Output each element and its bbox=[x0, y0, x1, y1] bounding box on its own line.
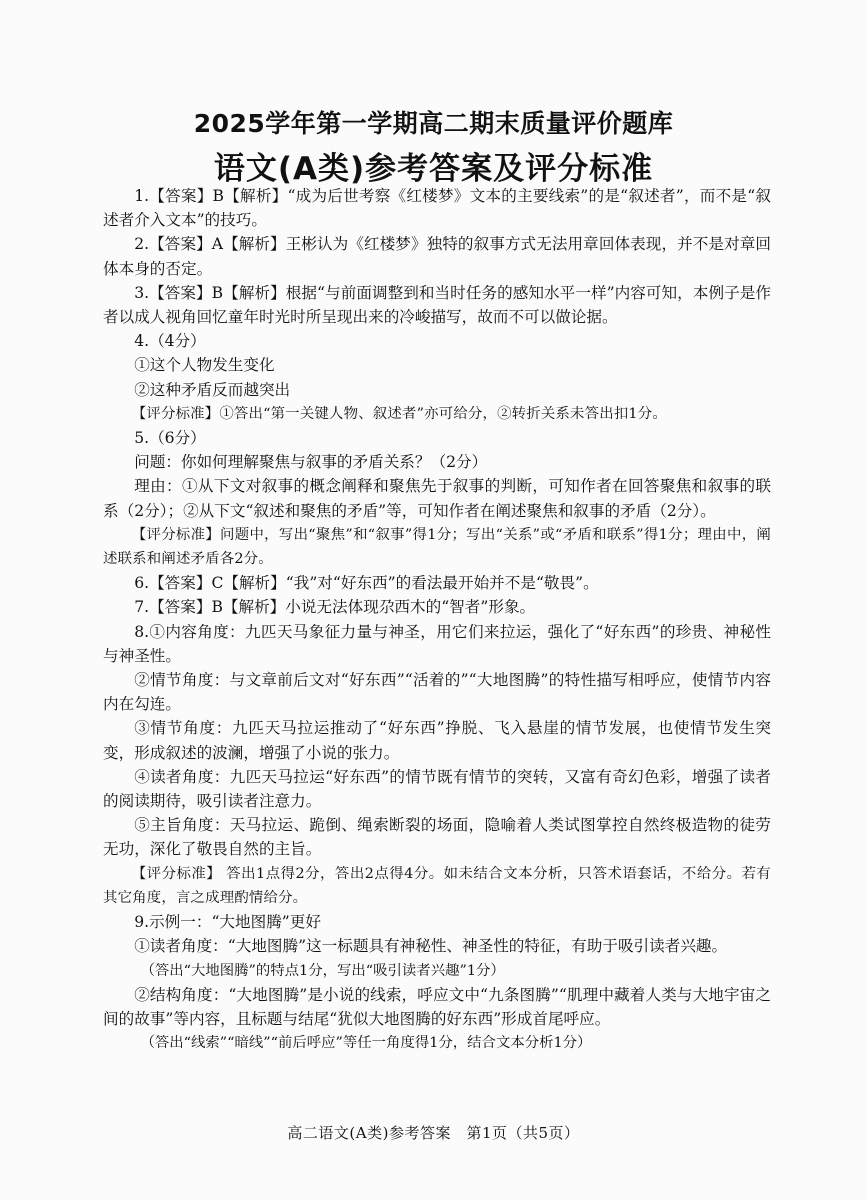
answer-q5-question: 问题：你如何理解聚焦与叙事的矛盾关系？（2分） bbox=[134, 453, 488, 472]
answer-body bbox=[103, 184, 771, 1055]
answer-q8-point2: ②情节角度：与文章前后文对“好东西”“活着的”“大地图腾”的特性描写相呼应，使情节内容内在勾连。 bbox=[103, 671, 771, 714]
answer-q4-point2: ②这种矛盾反而越突出 bbox=[134, 380, 291, 399]
page-footer: 高二语文(A类)参考答案 第1页（共5页） bbox=[287, 1124, 580, 1142]
answer-q8-point3: ③情节角度：九匹天马拉运推动了“好东西”挣脱、飞入悬崖的情节发展，也使情节发生突变，形成叙述的波澜，增强了小说的张力。 bbox=[103, 719, 771, 762]
q8-scoring-standard: 【评分标准】 答出1点得2分，答出2点得4分。如未结合文本分析，只答术语套话，不给分。若有其它角度，言之成理酌情给分。 bbox=[103, 865, 771, 906]
answer-q5-score: 5.（6分） bbox=[134, 429, 206, 448]
q4-scoring-standard: 【评分标准】①答出“第一关键人物、叙述者”亦可给分，②转折关系未答出扣1分。 bbox=[131, 405, 667, 422]
q9-point1-scoring-note: （答出“大地图腾”的特点1分，写出“吸引读者兴趣”1分） bbox=[140, 962, 505, 979]
answer-q7: 7.【答案】B【解析】小说无法体现尕西木的“智者”形象。 bbox=[134, 598, 536, 617]
answer-q9-example: 9.示例一：“大地图腾”更好 bbox=[134, 913, 321, 932]
answer-q3: 3.【答案】B【解析】根据“与前面调整到和当时任务的感知水平一样”内容可知，本例子是作者以成人视角回忆童年时光时所呈现出来的冷峻描写，故而不可以做论据。 bbox=[103, 283, 771, 327]
answer-q9-point1: ①读者角度：“大地图腾”这一标题具有神秘性、神圣性的特征，有助于吸引读者兴趣。 bbox=[134, 937, 728, 956]
answer-key-title: 语文(A类)参考答案及评分标准 bbox=[213, 151, 654, 187]
q5-scoring-standard: 【评分标准】问题中，写出“聚焦”和“叙事”得1分；写出“关系”或“矛盾和联系”得1分；理由中，阐述联系和阐述矛盾各2分。 bbox=[103, 526, 771, 568]
answer-q9-point2: ②结构角度：“大地图腾”是小说的线索，呼应文中“九条图腾”“肌理中藏着人类与大地宇宙之间的故事”等内容，且标题与结尾“犹似大地图腾的好东西”形成首尾呼应。 bbox=[103, 985, 771, 1028]
answer-q8-point1: 8.①内容角度：九匹天马象征力量与神圣，用它们来拉运，强化了“好东西”的珍贵、神秘性与神圣性。 bbox=[103, 622, 771, 665]
answer-q8-point5: ⑤主旨角度：天马拉运、跪倒、绳索断裂的场面，隐喻着人类试图掌控自然终极造物的徒劳无功，深化了敬畏自然的主旨。 bbox=[103, 816, 771, 859]
exam-bank-title: 2025学年第一学期高二期末质量评价题库 bbox=[193, 109, 674, 138]
answer-q8-point4: ④读者角度：九匹天马拉运“好东西”的情节既有情节的突转，又富有奇幻色彩，增强了读者的阅读期待，吸引读者注意力。 bbox=[103, 767, 771, 811]
answer-q4-score: 4.（4分） bbox=[134, 332, 206, 351]
answer-q6: 6.【答案】C【解析】“我”对“好东西”的看法最开始并不是“敬畏”。 bbox=[134, 574, 599, 593]
q9-point2-scoring-note: （答出“线索”“暗线”“前后呼应”等任一角度得1分，结合文本分析1分） bbox=[140, 1035, 592, 1052]
answer-q2: 2.【答案】A【解析】王彬认为《红楼梦》独特的叙事方式无法用章回体表现，并不是对章回体本身的否定。 bbox=[103, 235, 771, 278]
answer-q5-reason: 理由：①从下文对叙事的概念阐释和聚焦先于叙事的判断，可知作者在回答聚焦和叙事的联系（2分）；②从下文“叙述和聚焦的矛盾”等，可知作者在阐述聚焦和叙事的矛盾（2分）。 bbox=[103, 477, 771, 520]
answer-q1: 1.【答案】B【解析】“成为后世考察《红楼梦》文本的主要线索”的是“叙述者”，而不是“叙述者介入文本”的技巧。 bbox=[103, 187, 771, 230]
answer-q4-point1: ①这个人物发生变化 bbox=[134, 356, 275, 375]
